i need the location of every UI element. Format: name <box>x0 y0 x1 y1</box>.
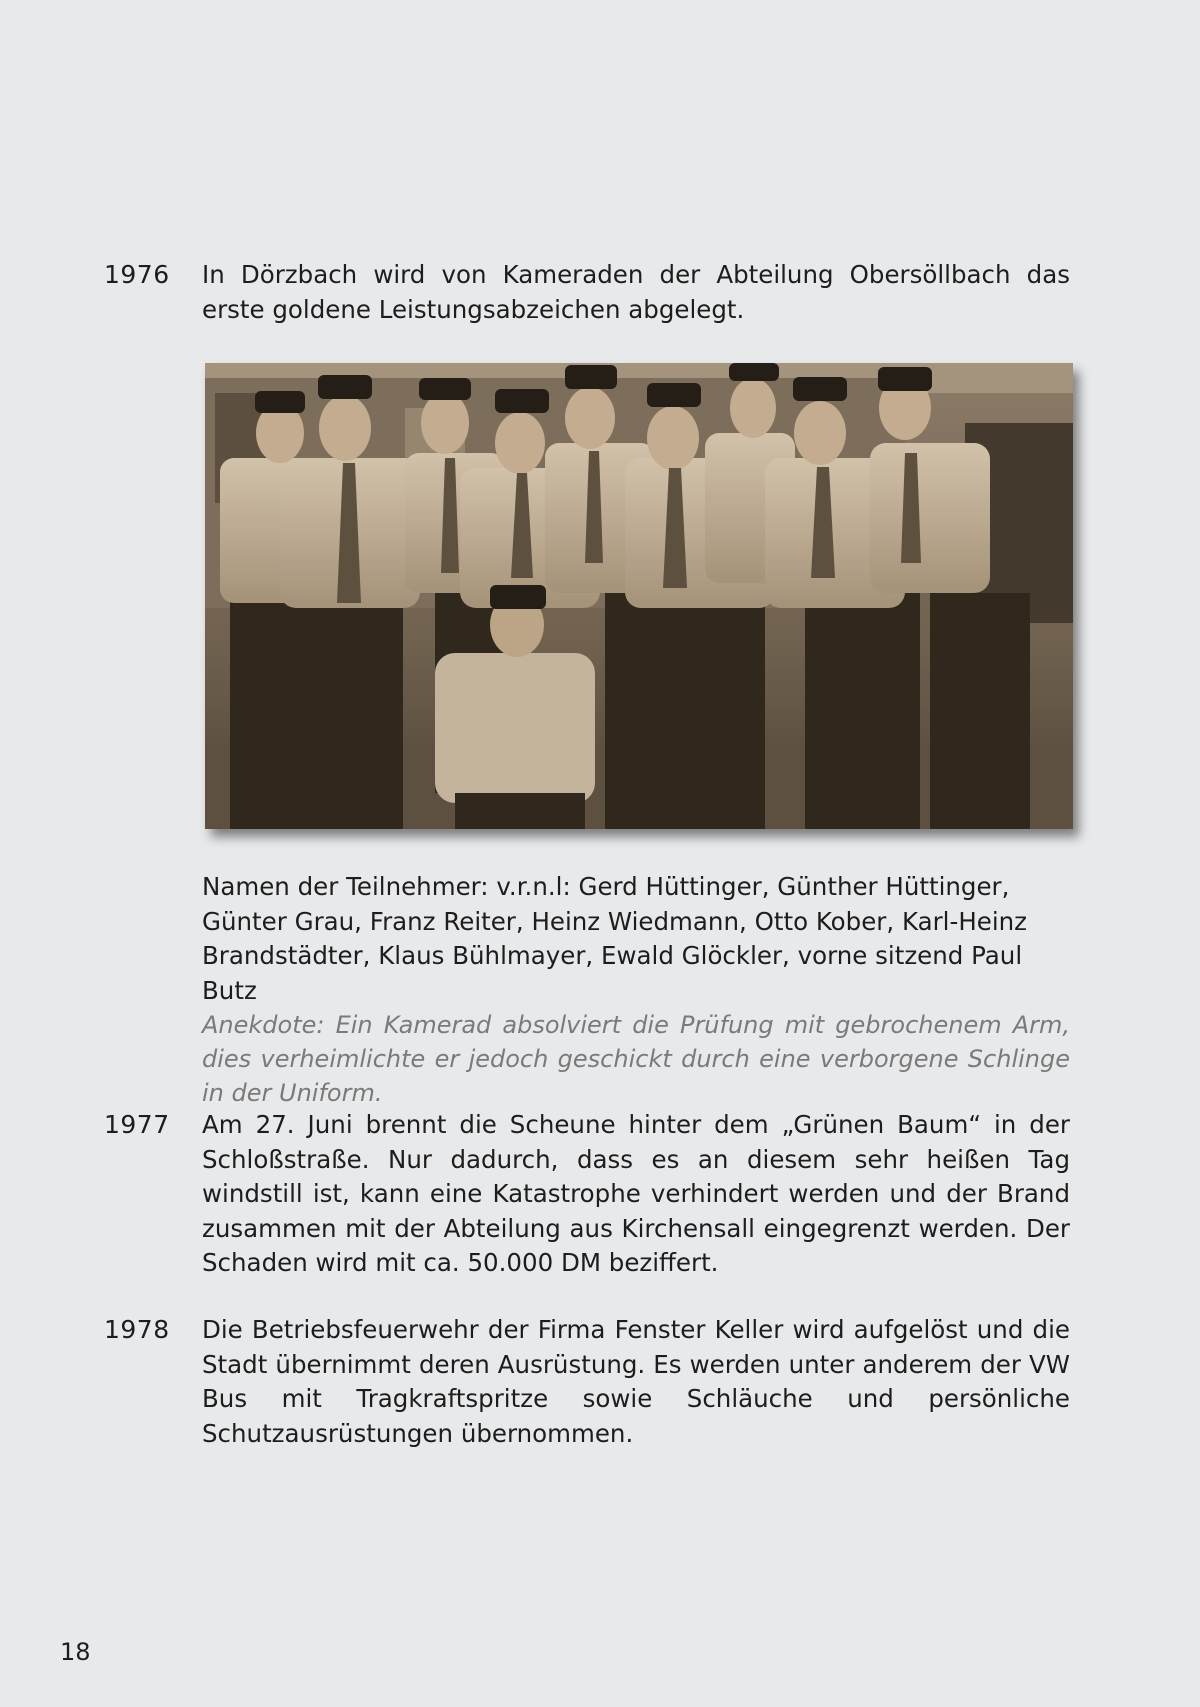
group-photo-image <box>205 363 1073 829</box>
page-number: 18 <box>60 1638 91 1666</box>
entry-year: 1978 <box>104 1315 170 1344</box>
entry-year: 1977 <box>104 1110 170 1139</box>
entry-text: In Dörzbach wird von Kameraden der Abteilung Obersöllbach das erste goldene Leistungsabzeichen abgelegt. <box>202 260 1070 324</box>
entry-year: 1976 <box>104 260 170 289</box>
entry-text: Die Betriebsfeuerwehr der Firma Fenster Keller wird aufgelöst und die Stadt übernimmt deren Ausrüstung. Es werden unter anderem der VW Bus mit Tragkraftspritze sowie Schläuche und persönliche Schutzausrüstungen übernommen. <box>202 1315 1070 1448</box>
photo-caption: Namen der Teilnehmer: v.r.n.l: Gerd Hüttinger, Günther Hüttinger, Günter Grau, Franz Reiter, Heinz Wiedmann, Otto Kober, Karl-Heinz Brandstädter, Klaus Bühlmayer, Ewald Glöckler, vorne sitzend Paul Butz <box>202 872 1028 1005</box>
group-photo <box>205 363 1073 829</box>
photo-anecdote: Anekdote: Ein Kamerad absolviert die Prüfung mit gebrochenem Arm, dies verheimlichte er jedoch geschickt durch eine verborgene Schlinge in der Uniform. <box>202 1011 1070 1107</box>
entry-text: Am 27. Juni brennt die Scheune hinter dem „Grünen Baum“ in der Schloßstraße. Nur dadurch, dass es an diesem sehr heißen Tag windstill ist, kann eine Katastrophe verhindert werden und der Brand zusammen mit der Abteilung aus Kirchensall eingegrenzt werden. Der Schaden wird mit ca. 50.000 DM beziffert. <box>202 1110 1070 1277</box>
